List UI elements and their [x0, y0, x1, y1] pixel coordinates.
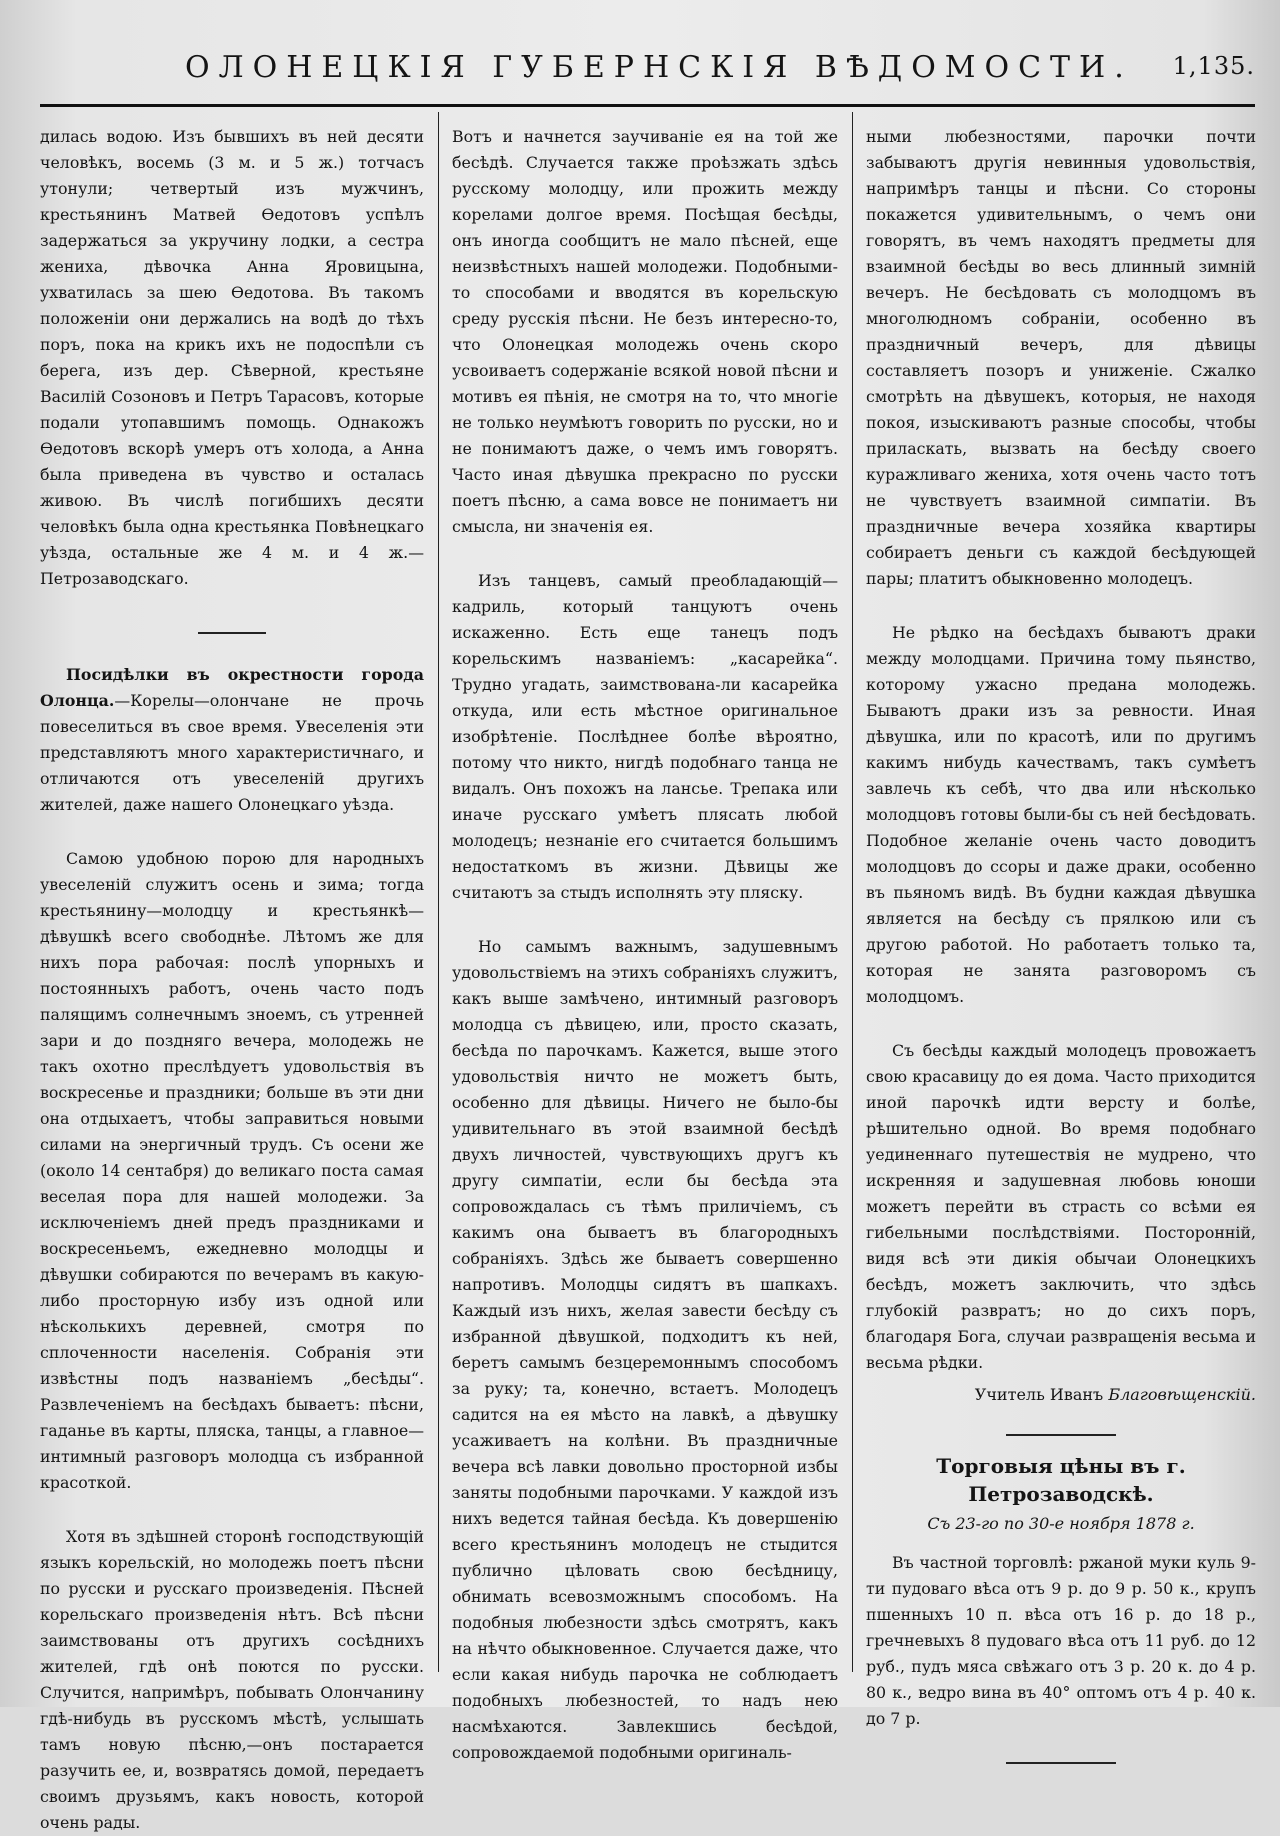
section-divider: [1006, 1762, 1116, 1764]
author-signature: [866, 1382, 1256, 1408]
prices-title: Торговыя цѣны въ г. Петрозаводскѣ.: [936, 1454, 1186, 1506]
paragraph: Съ бесѣды каждый молодецъ провожаетъ свою красавицу до ея дома. Часто приходится иной парочкѣ идти версту и болѣе, рѣшительно одной. Во время подобнаго уединеннаго путешествія не мудрено, что искренняя и задушевная любовь юноши можетъ перейти въ страсть со всѣми ея гибельными послѣдствіями. Посторонній, видя всѣ эти дикія обычаи Олонецкихъ бесѣдъ, можетъ заключить, что здѣсь глубокій развратъ; но до сихъ поръ, благодаря Бога, случаи развращенія весьма и весьма рѣдки.: [866, 1041, 1256, 1372]
column-separator: [438, 112, 439, 1672]
article-continuation: дилась водою. Изъ бывшихъ въ ней десяти человѣкъ, восемь (3 м. и 5 ж.) тотчасъ утонули; четвертый изъ мужчинъ, крестьянинъ Матвей Ѳедотовъ успѣлъ задержаться за укручину лодки, а сестра жениха, дѣвочка Анна Яровицына, ухватилась за шею Ѳедотова. Въ такомъ положеніи они держались на водѣ до тѣхъ поръ, пока на крикъ ихъ не подоспѣли съ берега, изъ дер. Сѣверной, крестьяне Василій Созоновъ и Петръ Тарасовъ, которые подали утопавшимъ помощь. Однакожъ Ѳедотовъ вскорѣ умеръ отъ холода, а Анна была приведена въ чувство и осталась живою. Въ числѣ погибшихъ десяти человѣкъ была одна крестьянка Повѣнецкаго уѣзда, остальные же 4 м. и 4 ж.— Петрозаводскаго.: [40, 127, 424, 588]
prices-text: Въ частной торговлѣ: ржаной муки куль 9-ти пудоваго вѣса отъ 9 р. до 9 р. 50 к., крупъ пшенныхъ 10 п. вѣса отъ 16 р. до 18 р., гречневыхъ 8 пудоваго вѣса отъ 11 руб. до 12 руб., пудъ мяса свѣжаго отъ 3 р. 20 к. до 4 р. 80 к., ведро вина въ 40° оптомъ отъ 4 р. 40 к. до 7 р.: [866, 1553, 1256, 1728]
paragraph: Не рѣдко на бесѣдахъ бываютъ драки между молодцами. Причина тому пьянство, которому ужасно предана молодежь. Бываютъ драки изъ за ревности. Иная дѣвушка, или по красотѣ, или по другимъ какимъ нибудь качествамъ, такъ сумѣетъ завлечь къ себѣ, что два или нѣсколько молодцовъ готовы были-бы съ ней бесѣдовать. Подобное желаніе очень часто доводитъ молодцовъ до ссоры и даже драки, особенно въ пьяномъ видѣ. Въ будни каждая дѣвушка является на бесѣду съ прялкою или съ другою работой. Но работаетъ только та, которая не занята разговоромъ съ молодцомъ.: [866, 623, 1256, 1006]
page-number: 1,135.: [1172, 52, 1255, 80]
paragraph: Изъ танцевъ, самый преобладающій—кадриль, который танцуютъ очень искаженно. Есть еще танецъ подъ корельскимъ названіемъ: „касарейка“. Трудно угадать, заимствована-ли касарейка откуда, или есть мѣстное оригинальное изобрѣтеніе. Послѣднее болѣе вѣроятно, потому что никто, нигдѣ подобнаго танца не видалъ. Онъ похожъ на лансье. Трепака или иначе русскаго умѣетъ плясать любой молодецъ; незнаніе его считается большимъ недостаткомъ въ жизни. Дѣвицы же считаютъ за стыдъ исполнять эту пляску.: [452, 571, 838, 902]
section-divider: [198, 632, 266, 634]
paragraph: ными любезностями, парочки почти забываютъ другія невинныя удовольствія, напримѣръ танцы и пѣсни. Со стороны покажется удивительнымъ, о чемъ они говорятъ, въ чемъ находятъ предметы для взаимной бесѣды во весь длинный зимній вечеръ. Не бесѣдовать съ молодцомъ въ многолюдномъ собраніи, особенно въ праздничный вечеръ, для дѣвицы составляетъ позоръ и униженіе. Сжалко смотрѣть на дѣвушекъ, которыя, не находя покоя, изыскиваютъ разные способы, чтобы приласкать, вызвать на бесѣду своего куражливаго жениха, хотя очень часто тотъ не чувствуетъ взаимной симпатіи. Въ праздничные вечера хозяйка квартиры собираетъ деньги съ каждой бесѣдующей пары; платитъ обыкновенно молодецъ.: [866, 127, 1256, 588]
column-1: [40, 124, 424, 1832]
paragraph: Вотъ и начнется заучиваніе ея на той же бесѣдѣ. Случается также проѣзжать здѣсь русскому молодцу, или прожить между корелами долгое время. Посѣщая бесѣды, онъ иногда сообщитъ не мало пѣсней, еще неизвѣстныхъ нашей молодежи. Подобными-то способами и вводятся въ корельскую среду русскія пѣсни. Не безъ интересно-то, что Олонецкая молодежь очень скоро усвоиваетъ содержаніе всякой новой пѣсни и мотивъ ея пѣнія, не смотря на то, что многіе не только неумѣютъ говорить по русски, но и не понимаютъ даже, о чемъ имъ говорятъ. Часто иная дѣвушка прекрасно по русски поетъ пѣсню, а сама вовсе не понимаетъ ни смысла, ни значенія ея.: [452, 127, 838, 536]
paragraph: Но самымъ важнымъ, задушевнымъ удовольствіемъ на этихъ собраніяхъ служитъ, какъ выше замѣчено, интимный разговоръ молодца съ дѣвицею, или, просто сказать, бесѣда по парочкамъ. Кажется, выше этого удовольствія ничто не можетъ быть, особенно для дѣвицы. Ничего не было-бы удивительнаго въ этой взаимной бесѣдѣ двухъ личностей, чувствующихъ другъ къ другу симпатіи, если бы бесѣда эта сопровождалась съ тѣмъ приличіемъ, съ какимъ она бываетъ въ благородныхъ собраніяхъ. Здѣсь же бываетъ совершенно напротивъ. Молодцы сидятъ въ шапкахъ. Каждый изъ нихъ, желая завести бесѣду съ избранной дѣвушкой, подходитъ къ ней, беретъ самымъ безцеремоннымъ способомъ за руку; та, конечно, встаетъ. Молодецъ садится на ея мѣсто на лавкѣ, а дѣвушку усаживаетъ на колѣни. Въ праздничные вечера всѣ лавки довольно просторной избы заняты подобными парочками. У каждой изъ нихъ ведется тайная бесѣда. Къ довершенію всего крестьянинъ молодецъ не стыдится публично цѣловать свою бесѣдницу, обнимать всевозможнымъ способомъ. На подобныя любезности здѣсь смотрятъ, какъ на нѣчто обыкновенное. Случается даже, что если какая нибудь парочка не соблюдаетъ подобныхъ любезностей, то надъ нею насмѣхаются. Завлекшись бесѣдой, сопровождаемой подобными оригиналь-: [452, 937, 838, 1762]
paragraph: Хотя въ здѣшней сторонѣ господствующій языкъ корельскій, но молодежь поетъ пѣсни по русски и русскаго произведенія. Пѣсней корельскаго произведенія нѣтъ. Всѣ пѣсни заимствованы отъ другихъ сосѣднихъ жителей, гдѣ онѣ поются по русски. Случится, напримѣръ, побывать Олончанину гдѣ-нибудь въ русскомъ мѣстѣ, услышать тамъ новую пѣсню,—онъ постарается разучить ее, и, возвратясь домой, передаетъ своимъ друзьямъ, какъ новость, которой очень рады.: [40, 1527, 424, 1832]
column-2: [452, 124, 838, 1762]
article-title: Посидѣлки въ окрестности города Олонца.: [40, 665, 424, 710]
article-intro: —Корелы—олончане не прочь повеселиться въ свое время. Увеселенія эти представляютъ много характеристичнаго, и отличаются отъ увеселеній другихъ жителей, даже нашего Олонецкаго уѣзда.: [40, 691, 424, 814]
signature-name: Благовѣщенскій.: [1108, 1385, 1256, 1404]
paragraph: Самою удобною порою для народныхъ увеселеній служитъ осень и зима; тогда крестьянину—молодцу и крестьянкѣ—дѣвушкѣ всего свободнѣе. Лѣтомъ же для нихъ пора рабочая: послѣ упорныхъ и постоянныхъ работъ, очень часто подъ палящимъ солнечнымъ зноемъ, съ утренней зари и до поздняго вечера, молодежь не такъ охотно преслѣдуетъ удовольствія въ воскресенье и праздники; больше въ эти дни она отдыхаетъ, чтобы заправиться новыми силами на энергичный трудъ. Съ осени же (около 14 сентабря) до великаго поста самая веселая пора для нашей молодежи. За исключеніемъ дней предъ праздниками и воскресеньемъ, ежедневно молодцы и дѣвушки собираются по вечерамъ въ какую-либо просторную избу изъ одной или нѣсколькихъ деревней, смотря по сплоченности населенія. Собранія эти извѣстны подъ названіемъ „бесѣды“. Развлеченіемъ на бесѣдахъ бываетъ: пѣсни, гаданье въ карты, пляска, танцы, а главное—интимный разговоръ молодца съ избранной красоткой.: [40, 849, 424, 1492]
column-separator: [852, 112, 853, 1672]
article-lead: [40, 662, 424, 818]
prices-period: Съ 23-го по 30-е ноября 1878 г.: [927, 1514, 1195, 1533]
page-header: [40, 44, 1255, 94]
column-3: [866, 124, 1256, 1728]
signature-prefix: Учитель Иванъ: [974, 1385, 1104, 1404]
header-rule: [40, 104, 1255, 107]
section-divider: [1006, 1434, 1116, 1436]
newspaper-title: ОЛОНЕЦКІЯ ГУБЕРНСКІЯ ВѢДОМОСТИ.: [185, 50, 1133, 85]
